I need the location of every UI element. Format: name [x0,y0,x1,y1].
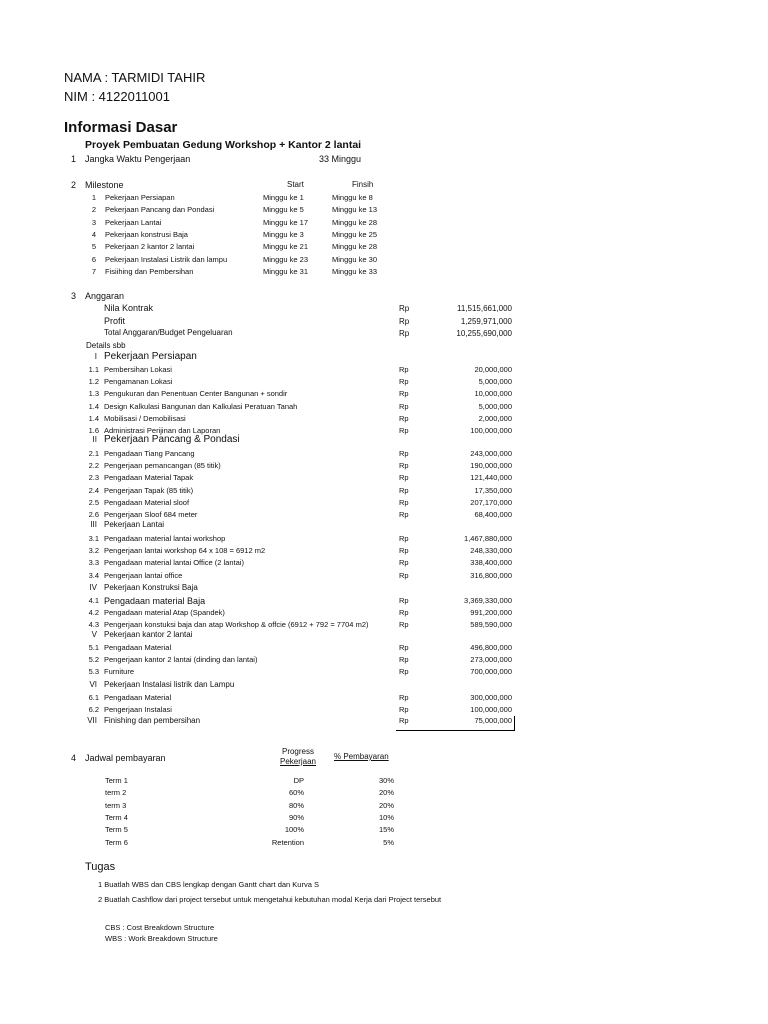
currency-label: Rp [399,510,409,519]
group-title: Pekerjaan Lantai [104,520,165,529]
group-roman: VII [87,716,97,725]
section-4-label: Jadwal pembayaran [85,753,166,763]
item-value: 68,400,000 [474,510,512,519]
payment-progress: Retention [271,837,304,847]
payment-percent: 10% [378,812,394,822]
item-number: 4.3 [88,620,99,630]
section-2-number: 2 [70,180,76,190]
milestone-number: 6 [91,254,96,264]
item-name: Furniture [104,667,135,677]
milestone-number: 5 [91,242,96,252]
item-name: Pengerjaan lantai office [104,570,183,580]
item-value: 991,200,000 [470,608,512,618]
tugas-title: Tugas [85,861,116,873]
details-label: Details sbb [86,341,126,350]
item-value: 243,000,000 [470,449,512,458]
item-number: 4.2 [88,608,99,618]
milestone-finish: Minggu ke 28 [332,242,378,252]
item-value: 5,000,000 [478,401,512,411]
milestone-finish: Minggu ke 13 [332,205,378,215]
budget-summary-value: 11,515,661,000 [456,304,512,313]
currency-label: Rp [399,693,409,702]
milestone-start: Minggu ke 5 [263,205,304,215]
currency-label: Rp [399,365,409,374]
item-value: 20,000,000 [474,365,512,374]
currency-label: Rp [399,620,409,630]
item-value: 316,800,000 [470,570,512,580]
milestone-start: Minggu ke 31 [263,266,309,276]
item-name: Pengamanan Lokasi [104,377,173,387]
progress-header-1: Progress [281,747,314,756]
item-number: 5.3 [88,667,99,677]
payment-term: Term 5 [105,825,128,835]
currency-label: Rp [399,473,409,483]
milestone-start: Minggu ke 3 [263,229,304,239]
item-number: 1.6 [88,426,99,435]
milestone-number: 4 [91,229,96,239]
payment-progress: 100% [284,825,304,835]
item-name: Pengadaan Tiang Pancang [104,449,195,458]
milestone-finish: Minggu ke 8 [332,193,373,202]
item-value: 190,000,000 [470,461,512,471]
currency-label: Rp [399,534,409,543]
item-name: Pengadaan Material [104,643,172,652]
section-2-label: Milestone [85,180,124,190]
milestone-start: Minggu ke 17 [263,217,309,227]
currency-label: Rp [399,377,409,387]
currency-label: Rp [399,317,410,326]
payment-percent: 5% [383,837,394,847]
item-name: Pengadaan Material sloof [104,497,190,507]
item-name: Pengerjaan kantor 2 lantai (dinding dan lantai) [104,655,258,665]
milestone-finish: Minggu ke 30 [332,254,378,264]
item-number: 3.3 [88,558,99,568]
group-roman: II [92,435,97,444]
payment-percent: 30% [378,776,394,785]
currency-label: Rp [399,426,409,435]
payment-term: Term 6 [105,837,128,847]
item-value: 300,000,000 [470,693,512,702]
item-name: Pengadaan Material Tapak [104,473,194,483]
currency-label: Rp [399,401,409,411]
milestone-name: Fisiihing dan Pembersihan [105,266,194,276]
budget-summary-label: Total Anggaran/Budget Pengeluaran [104,328,233,337]
item-number: 2.1 [88,449,99,458]
item-value: 10,000,000 [474,389,512,399]
item-name: Pengadaan material lantai workshop [104,534,226,543]
item-name: Administrasi Perijinan dan Laporan [104,426,221,435]
item-name: Pembersihan Lokasi [104,365,172,374]
section-1-value: 33 Minggu [319,154,362,164]
item-value: 5,000,000 [478,377,512,387]
tugas-item: 2 Buatlah Cashflow dari project tersebut untuk mengetahui kebutuhan modal Kerja dari Project tersebut [98,895,442,904]
currency-label: Rp [399,497,409,507]
item-value: 100,000,000 [470,705,512,715]
payment-progress: 90% [288,812,304,822]
item-number: 6.1 [88,693,99,702]
milestone-number: 3 [91,217,96,227]
milestone-number: 7 [91,266,96,276]
section-4-number: 4 [70,753,76,763]
milestone-name: Pekerjaan Persiapan [105,193,175,202]
item-name: Pengerjaan Sloof 684 meter [104,510,198,519]
group-title: Pekerjaan Konstruksi Baja [104,583,198,592]
student-name: NAMA : TARMIDI TAHIR [64,70,206,85]
page-title: Informasi Dasar [64,119,178,136]
payment-percent: 20% [378,800,394,810]
payment-term: Term 4 [105,812,128,822]
item-name: Design Kalkulasi Bangunan dan Kalkulasi Peratuan Tanah [104,401,298,411]
item-number: 2.2 [88,461,99,471]
budget-summary-value: 10,255,690,000 [456,329,512,338]
group-title: Pekerjaan Instalasi listrik dan Lampu [104,680,235,689]
item-name: Pengerjaan konstuksi baja dan atap Workshop & offcie (6912 + 792 = 7704 m2) [104,620,369,630]
budget-summary-label: Profit [104,316,126,326]
milestone-name: Pekerjaan 2 kantor 2 lantai [105,242,195,252]
currency-label: Rp [399,304,410,313]
group-roman: IV [89,583,97,592]
currency-label: Rp [399,485,409,495]
tugas-note: CBS : Cost Breakdown Structure [105,923,215,932]
milestone-finish: Minggu ke 33 [332,266,378,276]
payment-header: % Pembayaran [334,752,389,761]
item-value: 1,467,880,000 [464,534,512,543]
payment-term: term 2 [105,788,127,798]
item-value: 2,000,000 [478,413,512,423]
currency-label: Rp [399,329,410,338]
item-value: 207,170,000 [470,497,512,507]
payment-progress: 60% [288,788,304,798]
budget-summary-value: 1,259,971,000 [460,317,512,326]
total-box-border [396,716,515,731]
milestone-name: Pekerjaan Lantai [105,217,162,227]
item-value: 700,000,000 [470,667,512,677]
currency-label: Rp [399,705,409,715]
item-value: 121,440,000 [470,473,512,483]
payment-percent: 15% [378,825,394,835]
milestone-number: 2 [91,205,96,215]
item-name: Pengerjaan pemancangan (85 titik) [104,461,221,471]
item-name: Mobilisasi / Demobilisasi [104,413,186,423]
currency-label: Rp [399,413,409,423]
milestone-number: 1 [91,193,96,202]
milestone-name: Pekerjaan Instalasi Listrik dan lampu [105,254,228,264]
tugas-note: WBS : Work Breakdown Structure [105,934,218,943]
milestone-start: Minggu ke 23 [263,254,309,264]
item-number: 3.4 [88,570,99,580]
group-title: Pekerjaan Persiapan [104,351,197,362]
milestone-finish: Minggu ke 25 [332,229,378,239]
item-number: 1.3 [88,389,99,399]
currency-label: Rp [399,667,409,677]
project-title: Proyek Pembuatan Gedung Workshop + Kantor 2 lantai [85,139,362,151]
item-value: 248,330,000 [470,546,512,556]
payment-progress: DP [293,776,304,785]
section-3-label: Anggaran [85,291,125,301]
payment-progress: 80% [288,800,304,810]
section-1-number: 1 [70,154,76,164]
item-value: 338,400,000 [470,558,512,568]
item-name: Pengadaan Material [104,693,172,702]
currency-label: Rp [399,449,409,458]
currency-label: Rp [399,716,409,725]
group-title: Pekerjaan Pancang & Pondasi [104,434,240,445]
group-roman: III [90,520,97,529]
item-number: 1.4 [88,401,99,411]
item-number: 5.1 [88,643,99,652]
item-number: 4.1 [88,596,99,605]
item-value: 496,800,000 [470,643,512,652]
item-number: 2.4 [88,485,99,495]
item-number: 1.4 [88,413,99,423]
student-nim: NIM : 4122011001 [64,89,170,104]
item-name: Pengerjaan lantai workshop 64 x 108 = 6912 m2 [104,546,266,556]
item-name: Pengadaan material Baja [104,596,206,606]
milestone-finish: Minggu ke 28 [332,217,378,227]
currency-label: Rp [399,546,409,556]
group-roman: VI [89,680,97,689]
item-value: 75,000,000 [474,716,512,725]
item-number: 1.2 [88,377,99,387]
currency-label: Rp [399,558,409,568]
milestone-start: Minggu ke 1 [263,193,304,202]
milestone-finish-header: Finsih [352,180,374,189]
milestone-start: Minggu ke 21 [263,242,309,252]
item-number: 3.2 [88,546,99,556]
group-title: Finishing dan pembersihan [104,716,201,725]
item-value: 17,350,000 [474,485,512,495]
payment-percent: 20% [378,788,394,798]
item-name: Pengerjaan Instalasi [104,705,172,715]
item-number: 1.1 [88,365,99,374]
currency-label: Rp [399,608,409,618]
tugas-item: 1 Buatlah WBS dan CBS lengkap dengan Gantt chart dan Kurva S [98,880,319,889]
milestone-name: Pekerjaan konstrusi Baja [105,229,188,239]
group-roman: I [94,352,97,361]
item-name: Pengadaan material lantai Office (2 lantai) [104,558,244,568]
currency-label: Rp [399,643,409,652]
item-name: Pengadaan material Atap (Spandek) [104,608,225,618]
item-number: 3.1 [88,534,99,543]
item-number: 2.6 [88,510,99,519]
item-value: 589,590,000 [470,620,512,630]
milestone-name: Pekerjaan Pancang dan Pondasi [105,205,215,215]
item-name: Pengukuran dan Penentuan Center Bangunan + sondir [104,389,288,399]
group-title: Pekerjaan kantor 2 lantai [104,630,193,639]
section-1-label: Jangka Waktu Pengerjaan [85,154,191,164]
item-number: 5.2 [88,655,99,665]
group-roman: V [91,630,97,639]
progress-header-2: Pekerjaan [279,757,317,766]
item-number: 6.2 [88,705,99,715]
currency-label: Rp [399,655,409,665]
item-name: Pengerjaan Tapak (85 titik) [104,485,194,495]
currency-label: Rp [399,570,409,580]
item-number: 2.5 [88,497,99,507]
item-value: 3,369,330,000 [464,596,512,605]
currency-label: Rp [399,461,409,471]
item-value: 100,000,000 [470,426,512,435]
milestone-start-header: Start [287,180,304,189]
section-3-number: 3 [70,291,76,301]
item-value: 273,000,000 [470,655,512,665]
currency-label: Rp [399,389,409,399]
payment-term: term 3 [105,800,127,810]
payment-term: Term 1 [105,776,128,785]
currency-label: Rp [399,596,409,605]
budget-summary-label: Nila Kontrak [104,303,154,313]
item-number: 2.3 [88,473,99,483]
